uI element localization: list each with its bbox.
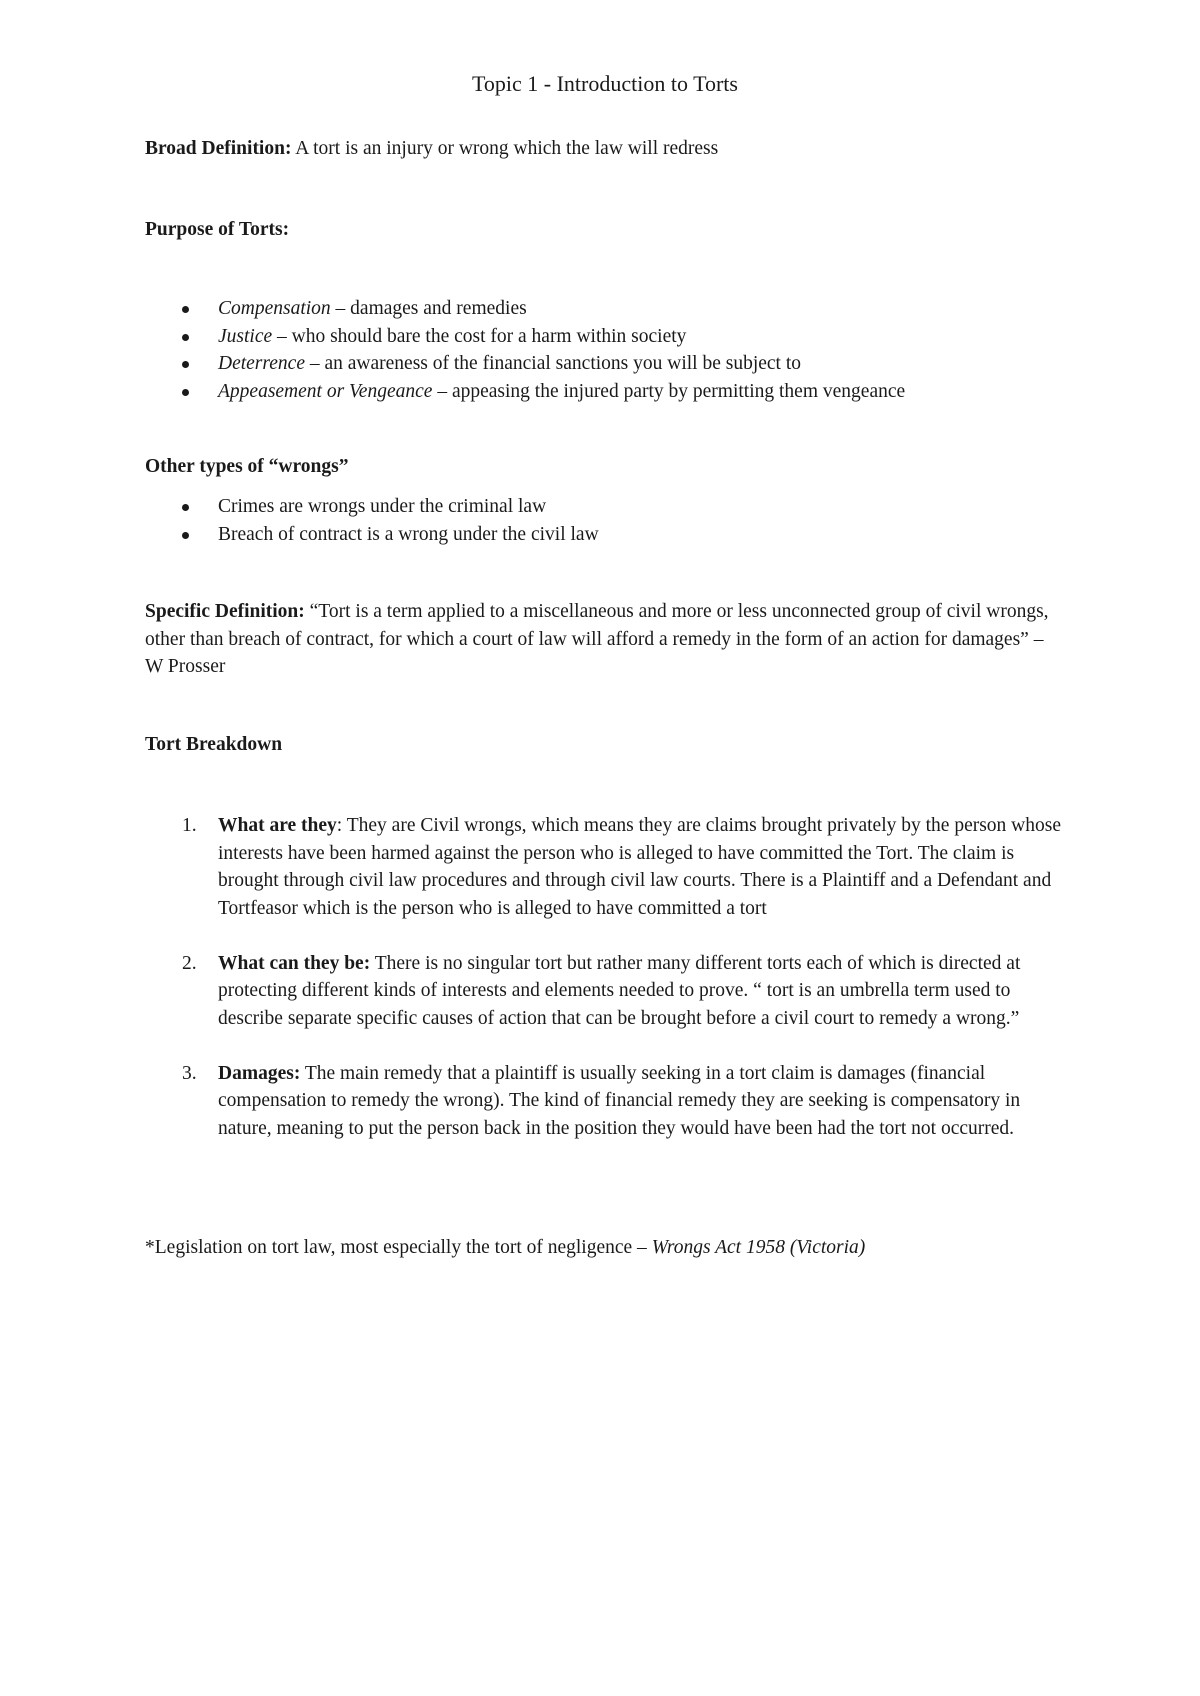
breakdown-text: : They are Civil wrongs, which means they are claims brought privately by the person whose interests have been harmed against the person who is alleged to have committed the Tort. The claim is brought through civil law procedures and through civil law courts. There is a Plaintiff and a Defendant and Tortfeasor which is the person who is alleged to have committed a tort (218, 815, 1062, 919)
other-wrong-text: Crimes are wrongs under the criminal law (218, 496, 547, 517)
breakdown-label: What are they (218, 815, 337, 836)
purpose-term: Appeasement or Vengeance (218, 380, 433, 402)
broad-definition (145, 135, 1065, 163)
purpose-text: – an awareness of the financial sanctions you will be subject to (304, 353, 802, 374)
purpose-list (145, 295, 1065, 405)
bullet-icon (182, 306, 189, 313)
purpose-heading: Purpose of Torts: (145, 219, 290, 240)
broad-definition-label: Broad Definition: (145, 138, 292, 159)
legislation-text: *Legislation on tort law, most especially the tort of negligence – (145, 1237, 652, 1258)
other-wrong-text: Breach of contract is a wrong under the civil law (218, 523, 599, 545)
list-item (145, 950, 1065, 1033)
item-number: 1. (182, 815, 197, 836)
purpose-term: Justice (218, 325, 273, 347)
breakdown-heading: Tort Breakdown (145, 734, 283, 755)
list-item (145, 378, 1065, 406)
other-wrongs-heading: Other types of “wrongs” (145, 456, 349, 477)
bullet-icon (182, 532, 189, 539)
broad-definition-text: A tort is an injury or wrong which the law will redress (291, 138, 719, 159)
list-item (145, 295, 1065, 323)
list-item (145, 812, 1065, 922)
breakdown-text: There is no singular tort but rather many different torts each of which is directed at protecting different kinds of interests and elements needed to prove. “ tort is an umbrella term used to describe separate specific causes of action that can be brought before a civil court to remedy a wrong.” (218, 952, 1021, 1029)
page-title: Topic 1 - Introduction to Torts (472, 71, 738, 96)
list-item (145, 493, 1065, 521)
breakdown-label: What can they be: (218, 952, 371, 974)
specific-definition-label: Specific Definition: (145, 601, 305, 622)
specific-definition-text: “Tort is a term applied to a miscellaneous and more or less unconnected group of civil wrongs, other than breach of contract, for which a court of law will afford a remedy in the form of an action for damages” – W Prosser (145, 601, 1049, 677)
other-wrongs-list (145, 493, 1065, 548)
legislation-note (145, 1234, 1065, 1262)
breakdown-label: Damages: (218, 1062, 301, 1084)
item-number: 2. (182, 952, 197, 974)
breakdown-list (145, 812, 1065, 1170)
purpose-text: – who should bare the cost for a harm within society (272, 325, 687, 347)
breakdown-text: The main remedy that a plaintiff is usually seeking in a tort claim is damages (financial compensation to remedy the wrong). The kind of financial remedy they are seeking is compensatory in nature, meaning to put the person back in the position they would have been had the tort not occurred. (218, 1062, 1021, 1139)
purpose-text: – appeasing the injured party by permitting them vengeance (432, 380, 906, 402)
bullet-icon (182, 504, 189, 511)
legislation-act: Wrongs Act 1958 (Victoria) (651, 1237, 866, 1258)
item-number: 3. (182, 1062, 197, 1084)
specific-definition (145, 598, 1065, 681)
list-item (145, 1060, 1065, 1143)
bullet-icon (182, 389, 189, 396)
bullet-icon (182, 361, 189, 368)
list-item (145, 521, 1065, 549)
purpose-text: – damages and remedies (330, 298, 527, 319)
purpose-term: Deterrence (218, 353, 305, 374)
list-item (145, 350, 1065, 378)
purpose-term: Compensation (218, 298, 331, 319)
bullet-icon (182, 334, 189, 341)
list-item (145, 323, 1065, 351)
